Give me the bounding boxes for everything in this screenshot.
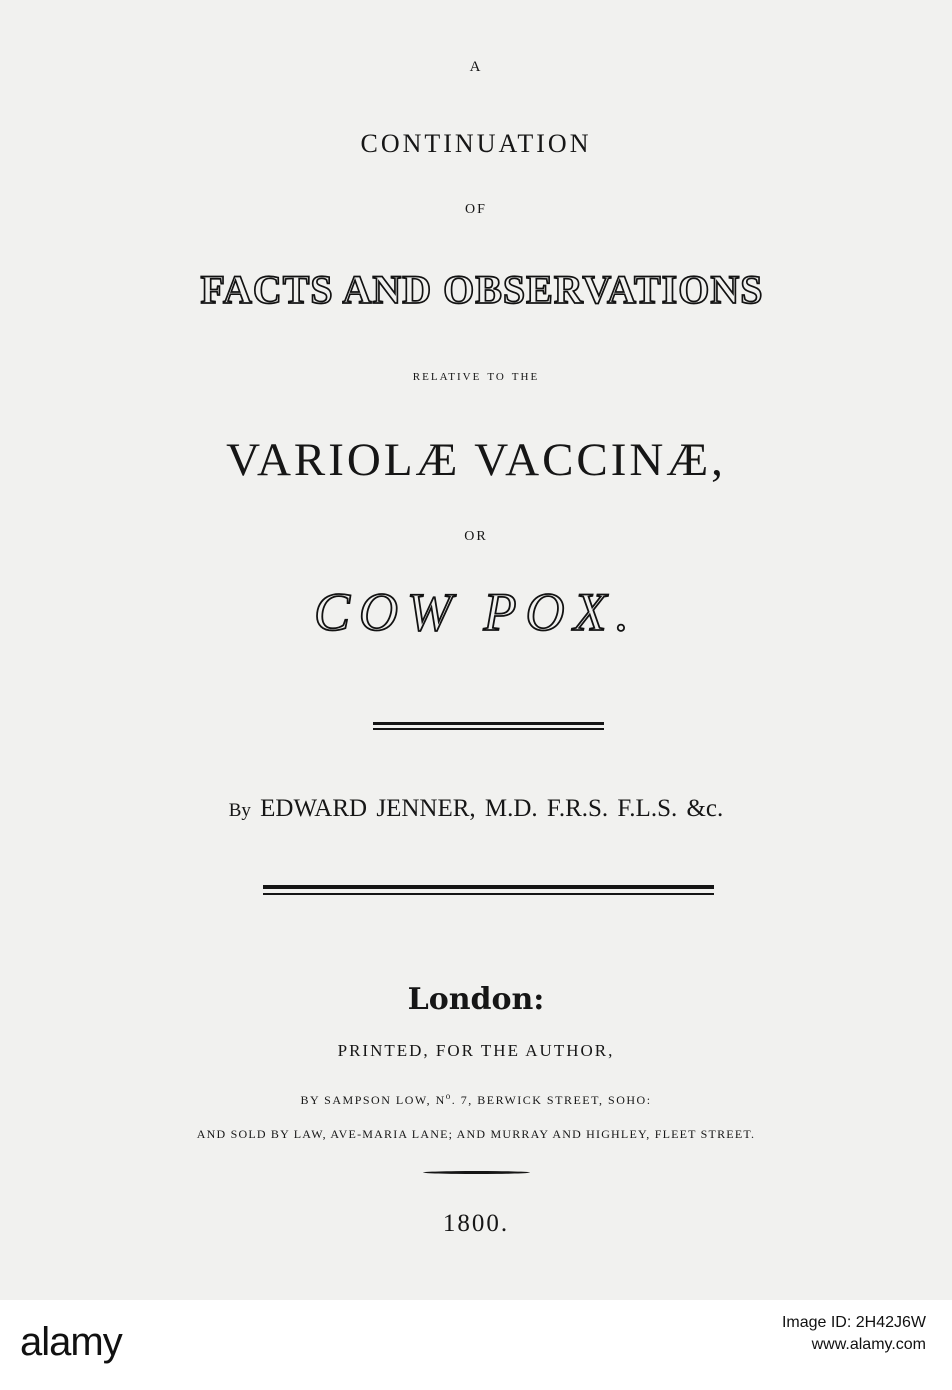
cow-pox-title: COW POX. — [314, 582, 638, 642]
ornament-rule — [423, 1171, 530, 1174]
printer-text-a: BY SAMPSON LOW, N — [300, 1093, 446, 1107]
of-line: OF — [465, 202, 487, 217]
printed-line: PRINTED, FOR THE AUTHOR, — [337, 1041, 615, 1060]
relative-line: relative to the — [412, 367, 540, 384]
double-rule-middle-thin — [263, 893, 714, 895]
printer-text-b: . 7, BERWICK STREET, SOHO: — [451, 1093, 652, 1107]
article-line: A — [469, 59, 483, 75]
author-line — [0, 796, 952, 821]
sold-line: AND SOLD BY LAW, AVE-MARIA LANE; AND MURRAY AND HIGHLEY, FLEET STREET. — [196, 1127, 756, 1141]
watermark-footer — [0, 1300, 952, 1390]
alamy-logo: alamy — [20, 1320, 122, 1364]
year-line: 1800. — [442, 1210, 510, 1237]
image-id: Image ID: 2H42J6W — [781, 1314, 926, 1331]
author-name: EDWARD JENNER, M.D. F.R.S. F.L.S. &c. — [260, 795, 724, 822]
imprint-place: London: — [407, 982, 545, 1017]
author-prefix: By — [228, 800, 251, 821]
or-line: OR — [464, 529, 488, 544]
printer-sup: o — [445, 1091, 452, 1101]
variolae-title: VARIOLÆ VACCINÆ, — [226, 434, 726, 486]
continuation-line: CONTINUATION — [360, 129, 592, 158]
main-title: FACTS AND OBSERVATIONS — [200, 267, 764, 312]
double-rule-top — [373, 722, 604, 725]
double-rule-middle — [263, 885, 714, 889]
site-url: www.alamy.com — [811, 1335, 926, 1353]
stock-info — [782, 1312, 926, 1355]
double-rule-top-thin — [373, 728, 604, 730]
printer-line — [0, 1092, 952, 1106]
